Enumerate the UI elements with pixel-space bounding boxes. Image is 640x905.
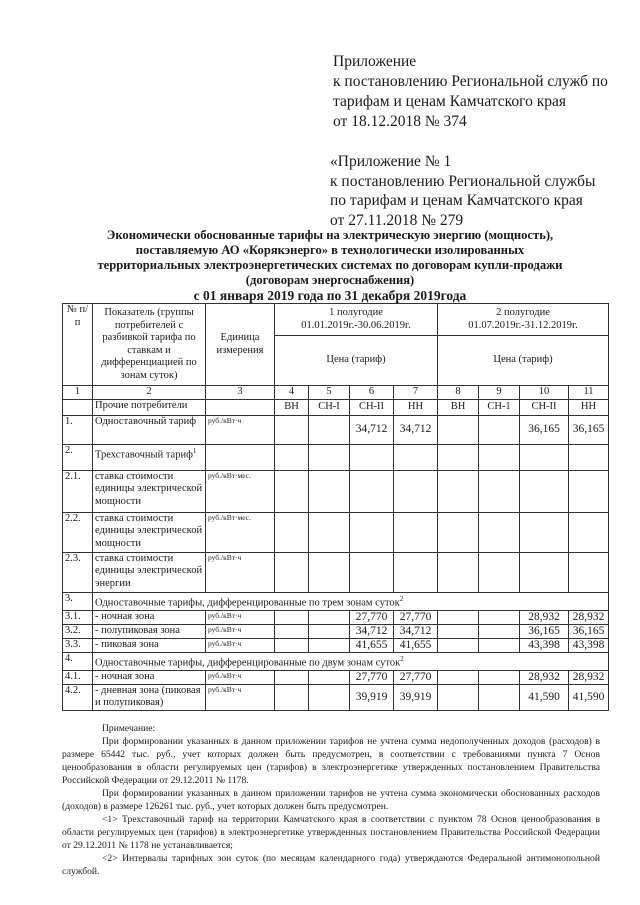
cell-empty — [63, 399, 93, 415]
row-label-text: ставка стоимости единицы электрической мощности — [95, 512, 203, 549]
tariff-value — [394, 552, 438, 592]
section-label-text: Одноставочные тарифы, дифференцированные по двум зонам суток — [95, 657, 401, 668]
original-appendix-header — [330, 152, 595, 230]
column-number: 3 — [206, 386, 275, 400]
row-number: 1. — [63, 415, 93, 444]
header-line: от 18.12.2018 № 374 — [333, 113, 467, 130]
tariff-value — [275, 512, 309, 552]
tariff-value: 27,770 — [394, 610, 438, 624]
tariff-value — [520, 552, 569, 592]
tariff-value — [438, 444, 479, 470]
row-unit: руб./кВт·ч — [206, 415, 275, 444]
tariff-value — [569, 552, 609, 592]
row-label — [93, 415, 206, 444]
column-number: 2 — [93, 386, 206, 400]
tariff-value — [520, 512, 569, 552]
row-label-text: - ночная зона — [95, 670, 155, 682]
half1-label: 1 полугодие — [329, 307, 383, 318]
row-number: 3.3. — [63, 638, 93, 652]
tariff-value — [275, 684, 309, 710]
tariff-value — [275, 415, 309, 444]
row-number: 2.1. — [63, 470, 93, 512]
footnote-ref: 1 — [192, 446, 197, 455]
table-row — [63, 652, 609, 670]
table-row — [63, 470, 609, 512]
voltage-level: СН-I — [309, 399, 350, 415]
row-number: 3.1. — [63, 610, 93, 624]
header-line: «Приложение № 1 — [330, 153, 452, 170]
section-label — [93, 652, 609, 670]
row-unit: руб./кВт·ч — [206, 638, 275, 652]
note: <1> Трехставочный тариф на территории Камчатского края в соответствии с пунктом 78 Основ ценообразования в области регулируемых цен (тарифов) в электроэнергетике утвержденных постановлением Правительства Российской Федерации от 29.12.2011 № 1178 не устанавливается; — [62, 814, 600, 851]
voltage-level: НН — [394, 399, 438, 415]
tariff-value: 41,655 — [394, 638, 438, 652]
tariff-value: 28,932 — [569, 670, 609, 684]
tariff-value — [438, 684, 479, 710]
table-row — [63, 415, 609, 444]
column-number: 11 — [569, 386, 609, 400]
row-number: 4.1. — [63, 670, 93, 684]
header-half2 — [438, 304, 609, 336]
header-half1 — [275, 304, 438, 336]
tariff-value: 36,165 — [520, 624, 569, 638]
row-number: 3.2. — [63, 624, 93, 638]
tariff-value: 27,770 — [350, 610, 394, 624]
tariff-value — [275, 552, 309, 592]
tariff-value — [350, 444, 394, 470]
tariff-value — [438, 415, 479, 444]
tariff-value — [479, 684, 520, 710]
header-unit: Единица измерения — [206, 304, 275, 386]
notes-heading: Примечание: — [102, 723, 156, 734]
notes — [62, 722, 600, 878]
table-row — [63, 624, 609, 638]
column-number: 1 — [63, 386, 93, 400]
footnote-ref: 2 — [399, 594, 404, 603]
tariff-value: 27,770 — [350, 670, 394, 684]
tariff-value — [350, 470, 394, 512]
half2-dates: 01.07.2019г.-31.12.2019г. — [468, 319, 578, 331]
row-label — [93, 684, 206, 710]
tariff-value: 28,932 — [520, 610, 569, 624]
tariff-value — [309, 444, 350, 470]
section-label-text: Одноставочные тарифы, дифференцированные по трем зонам суток — [95, 597, 400, 608]
header-line: от 27.11.2018 № 279 — [330, 211, 464, 229]
row-number: 2. — [63, 444, 93, 470]
tariff-value: 34,712 — [350, 415, 394, 444]
tariff-value — [479, 638, 520, 652]
voltage-level: СН-II — [350, 399, 394, 415]
header-line: тарифам и ценам Камчатского края — [333, 93, 567, 110]
tariff-value — [309, 415, 350, 444]
title-dates: с 01 января 2019 года по 31 декабря 2019года — [193, 288, 467, 303]
table-row — [63, 592, 609, 610]
tariff-value — [479, 610, 520, 624]
voltage-level: СН-II — [520, 399, 569, 415]
note: <2> Интервалы тарифных зон суток (по месяцам календарного года) утверждаются Федеральной антимонопольной службой. — [62, 853, 600, 877]
tariff-value: 43,398 — [520, 638, 569, 652]
tariff-value: 39,919 — [350, 684, 394, 710]
column-number: 9 — [479, 386, 520, 400]
tariff-value: 43,398 — [569, 638, 609, 652]
appendix-header — [333, 52, 608, 132]
row-label-text: Трехставочный тариф — [95, 449, 193, 460]
column-number: 4 — [275, 386, 309, 400]
header-line: Приложение — [333, 53, 417, 70]
column-number: 5 — [309, 386, 350, 400]
tariff-value — [438, 552, 479, 592]
tariff-value — [309, 512, 350, 552]
tariff-value — [479, 415, 520, 444]
tariff-value — [350, 512, 394, 552]
tariff-value: 36,165 — [520, 415, 569, 444]
group-label: Прочие потребители — [93, 399, 206, 415]
tariff-value — [479, 624, 520, 638]
section-number: 4. — [63, 652, 93, 670]
row-label-text: - полупиковая зона — [95, 624, 180, 636]
column-number: 10 — [520, 386, 569, 400]
table-row — [63, 638, 609, 652]
title-line: (договорам энергоснабжения) — [245, 273, 415, 287]
tariff-value — [479, 470, 520, 512]
tariff-value: 28,932 — [520, 670, 569, 684]
voltage-level: СН-1 — [479, 399, 520, 415]
tariff-value — [479, 670, 520, 684]
tariff-value — [438, 610, 479, 624]
section-number: 3. — [63, 592, 93, 610]
header-indicator: Показатель (группы потребителей с разбивкой тарифа по ставкам и дифференциацией по зонам суток) — [93, 304, 206, 386]
tariff-value — [438, 670, 479, 684]
title-line: территориальных электроэнергетических системах по договорам купли-продажи — [97, 258, 563, 272]
column-number: 7 — [394, 386, 438, 400]
row-number: 2.2. — [63, 512, 93, 552]
tariff-value — [479, 512, 520, 552]
header-price2: Цена (тариф) — [438, 336, 609, 386]
tariff-value — [438, 512, 479, 552]
table-row — [63, 512, 609, 552]
header-price1: Цена (тариф) — [275, 336, 438, 386]
table-row — [63, 386, 609, 400]
row-unit: руб./кВт·ч — [206, 670, 275, 684]
tariff-value — [520, 444, 569, 470]
tariff-value — [394, 444, 438, 470]
tariff-table — [62, 303, 609, 711]
tariff-value — [569, 470, 609, 512]
tariff-value: 41,590 — [569, 684, 609, 710]
row-label-text: Одноставочный тариф — [95, 415, 197, 427]
row-label-text: - пиковая зона — [95, 638, 159, 650]
tariff-value: 36,165 — [569, 415, 609, 444]
table-row — [63, 444, 609, 470]
row-label-text: - дневная зона (пиковая и полупиковая) — [95, 684, 201, 708]
row-unit: руб./кВт·ч — [206, 624, 275, 638]
row-unit: руб./кВт·ч — [206, 610, 275, 624]
title-line: поставляемую АО «Корякэнерго» в технологически изолированных — [135, 243, 525, 257]
row-unit: руб./кВт·мес. — [206, 512, 275, 552]
tariff-value: 34,712 — [394, 624, 438, 638]
row-label — [93, 610, 206, 624]
tariff-value — [275, 670, 309, 684]
row-number: 4.2. — [63, 684, 93, 710]
tariff-value — [275, 444, 309, 470]
tariff-value: 36,165 — [569, 624, 609, 638]
row-label — [93, 638, 206, 652]
row-label — [93, 624, 206, 638]
header-line: по тарифам и ценам Камчатского края — [330, 192, 583, 209]
table-row — [63, 399, 609, 415]
tariff-value — [275, 470, 309, 512]
tariff-value: 27,770 — [394, 670, 438, 684]
row-label — [93, 512, 206, 552]
tariff-value — [569, 512, 609, 552]
note: При формировании указанных в данном приложении тарифов не учтена сумма недополученных доходов (расходов) в размере 65442 тыс. руб., учет которых должен быть предусмотрен, в соответствии с требованиями пункта 7 Основ ценообразования в области регулируемых цен (тарифов) в электроэнергетике утвержденных постановлением Правительства Российской Федерации от 29.12.2011 № 1178. — [62, 736, 600, 786]
tariff-value: 34,712 — [394, 415, 438, 444]
tariff-value — [309, 624, 350, 638]
row-unit: руб./кВт·мес. — [206, 470, 275, 512]
tariff-value — [569, 444, 609, 470]
table-row — [63, 670, 609, 684]
tariff-value — [394, 470, 438, 512]
row-label-text: ставка стоимости единицы электрической мощности — [95, 470, 203, 507]
tariff-value — [309, 610, 350, 624]
tariff-value: 34,712 — [350, 624, 394, 638]
tariff-value: 39,919 — [394, 684, 438, 710]
tariff-value — [275, 610, 309, 624]
row-label-text: - ночная зона — [95, 610, 155, 622]
tariff-value — [275, 638, 309, 652]
row-label — [93, 552, 206, 592]
voltage-level: ВН — [438, 399, 479, 415]
tariff-value — [309, 552, 350, 592]
column-number: 6 — [350, 386, 394, 400]
voltage-level: НН — [569, 399, 609, 415]
tariff-value — [479, 552, 520, 592]
row-label — [93, 444, 206, 470]
row-number: 2.3. — [63, 552, 93, 592]
footnote-ref: 2 — [400, 654, 404, 663]
tariff-value: 41,655 — [350, 638, 394, 652]
row-unit: руб./кВт·ч — [206, 684, 275, 710]
document-title — [70, 228, 590, 303]
tariff-value: 41,590 — [520, 684, 569, 710]
tariff-value — [394, 512, 438, 552]
section-label — [93, 592, 609, 610]
voltage-level: ВН — [275, 399, 309, 415]
tariff-value — [438, 638, 479, 652]
cell-empty — [206, 399, 275, 415]
tariff-value — [309, 684, 350, 710]
tariff-value — [275, 624, 309, 638]
table-row — [63, 684, 609, 710]
table-row — [63, 552, 609, 592]
header-line: к постановлению Региональной служб по — [333, 73, 608, 90]
tariff-value — [350, 552, 394, 592]
header-line: к постановлению Региональной службы — [330, 172, 596, 190]
tariff-value — [479, 444, 520, 470]
tariff-value: 28,932 — [569, 610, 609, 624]
row-label — [93, 670, 206, 684]
note: При формировании указанных в данном приложении тарифов не учтена сумма экономически обоснованных расходов (доходов) в размере 126261 тыс. руб., учет которых должен быть предусмотрен. — [62, 788, 600, 812]
row-unit: руб./кВт·ч — [206, 552, 275, 592]
table-row — [63, 610, 609, 624]
header-num: № п/п — [63, 304, 93, 386]
half1-dates: 01.01.2019г.-30.06.2019г. — [301, 319, 411, 331]
tariff-value — [309, 670, 350, 684]
tariff-value — [438, 624, 479, 638]
row-label — [93, 470, 206, 512]
tariff-value — [520, 470, 569, 512]
tariff-value — [438, 470, 479, 512]
half2-label: 2 полугодие — [496, 307, 550, 318]
column-number: 8 — [438, 386, 479, 400]
title-line: Экономически обоснованные тарифы на электрическую энергию (мощность), — [106, 228, 554, 242]
tariff-value — [309, 638, 350, 652]
tariff-value — [309, 470, 350, 512]
row-label-text: ставка стоимости единицы электрической энергии — [95, 552, 203, 589]
row-unit — [206, 444, 275, 470]
